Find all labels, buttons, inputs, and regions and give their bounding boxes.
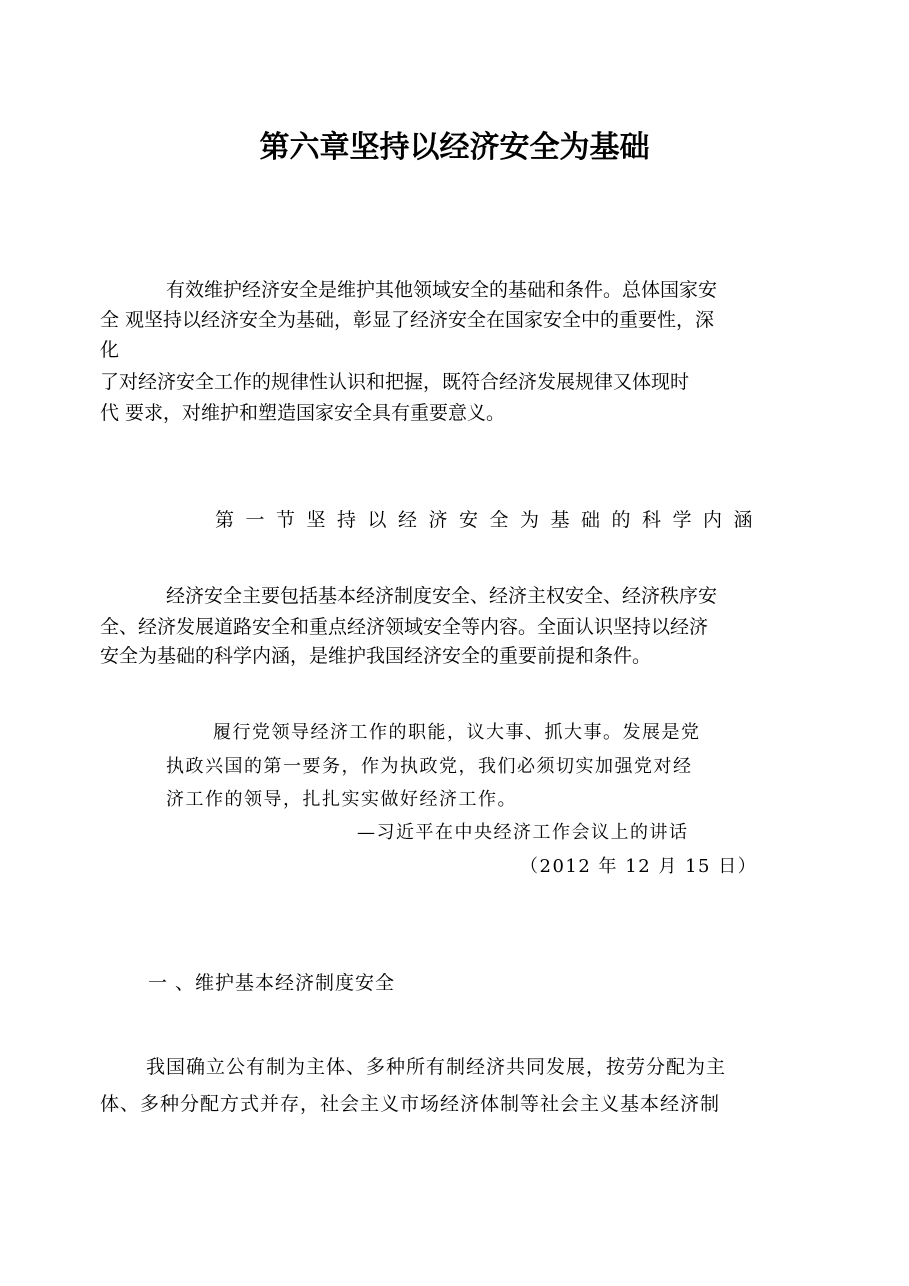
subsection-line-2: 体、多种分配方式并存，社会主义市场经济体制等社会主义基本经济制	[100, 1093, 721, 1115]
section-line-2: 全、经济发展道路安全和重点经济领域安全等内容。全面认识坚持以经济	[100, 616, 709, 638]
section-line-1: 经济安全主要包括基本经济制度安全、经济主权安全、经济秩序安	[166, 585, 718, 607]
quote-line-2: 执政兴国的第一要务，作为执政党，我们必须切实加强党对经	[166, 756, 693, 777]
quote-line-1: 履行党领导经济工作的职能，议大事、抓大事。发展是党	[213, 722, 701, 743]
quote-date: （2012 年 12 月 15 日）	[520, 856, 758, 877]
chapter-title: 第六章坚持以经济安全为基础	[259, 130, 650, 165]
intro-line-1: 有效维护经济安全是维护其他领域安全的基础和条件。总体国家安	[166, 279, 718, 301]
subsection-heading: 一 、维护基本经济制度安全	[148, 972, 396, 994]
section-heading: 第一节坚持以经济安全为基础的科学内涵	[215, 509, 765, 531]
quote-attribution: —习近平在中央经济工作会议上的讲话	[357, 822, 689, 843]
quote-line-3: 济工作的领导，扎扎实实做好经济工作。	[166, 789, 517, 810]
section-line-3: 安全为基础的科学内涵，是维护我国经济安全的重要前提和条件。	[100, 645, 652, 667]
intro-line-3: 化	[100, 339, 120, 361]
subsection-line-1: 我国确立公有制为主体、多种所有制经济共同发展，按劳分配为主	[146, 1056, 727, 1078]
intro-line-2: 全 观坚持以经济安全为基础，彰显了经济安全在国家安全中的重要性，深	[100, 309, 715, 331]
intro-line-4: 了对经济安全工作的规律性认识和把握，既符合经济发展规律又体现时	[100, 371, 690, 393]
intro-line-5: 代 要求，对维护和塑造国家安全具有重要意义。	[100, 402, 506, 424]
